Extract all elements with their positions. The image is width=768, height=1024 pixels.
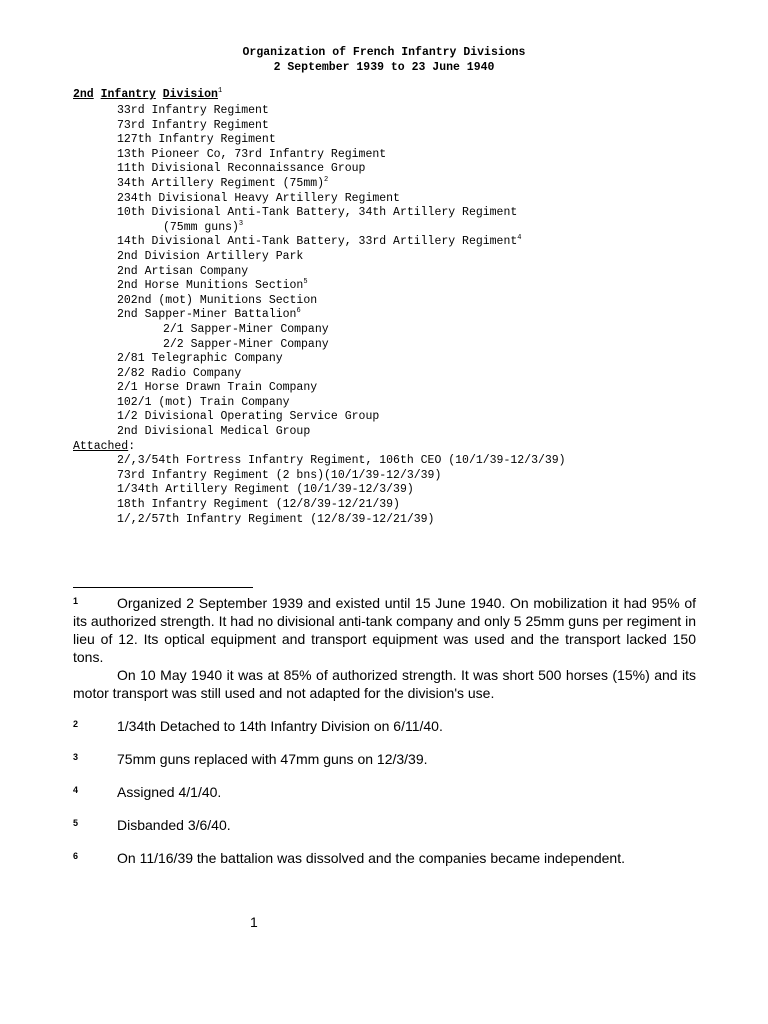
footnote-ref: 4	[517, 234, 522, 243]
unit-row-text: 2nd Division Artillery Park	[117, 249, 304, 263]
attached-unit-row-text: 1/,2/57th Infantry Regiment (12/8/39-12/21/39)	[117, 512, 435, 526]
attached-unit-row	[0, 454, 768, 469]
unit-row	[0, 294, 768, 309]
unit-row-text: 234th Divisional Heavy Artillery Regiment	[117, 191, 400, 205]
footnote	[73, 594, 696, 702]
unit-row-text: 2nd Divisional Medical Group	[117, 425, 311, 439]
footnote	[73, 783, 696, 801]
unit-row-text: 102/1 (mot) Train Company	[117, 395, 290, 409]
unit-row-text: (75mm guns)	[163, 220, 239, 234]
division-heading-word: Division	[162, 88, 218, 101]
unit-row	[0, 162, 768, 177]
footnote-number: 3	[73, 752, 79, 762]
unit-row	[0, 381, 768, 396]
footnote-ref: 2	[324, 175, 329, 184]
unit-row-text: 2/81 Telegraphic Company	[117, 352, 283, 366]
unit-row-text: 1/2 Divisional Operating Service Group	[117, 410, 380, 424]
unit-row-text: 73rd Infantry Regiment	[117, 118, 269, 132]
document-title: Organization of French Infantry Divisions	[242, 46, 526, 59]
unit-row	[0, 192, 768, 207]
unit-row-text: 34th Artillery Regiment (75mm)	[117, 176, 325, 190]
footnote-text: 75mm guns replaced with 47mm guns on 12/3/39.	[117, 751, 428, 767]
attached-unit-row-text: 73rd Infantry Regiment (2 bns)(10/1/39-12/3/39)	[117, 468, 442, 482]
footnote-text: 1/34th Detached to 14th Infantry Division on 6/11/40.	[117, 718, 443, 734]
document-header	[0, 45, 768, 75]
footnotes	[73, 594, 696, 867]
unit-row-text: 14th Divisional Anti-Tank Battery, 33rd Artillery Regiment	[117, 235, 518, 249]
footnote	[73, 816, 696, 834]
unit-row	[0, 119, 768, 134]
unit-row	[0, 133, 768, 148]
attached-unit-row-text: 1/34th Artillery Regiment (10/1/39-12/3/39)	[117, 483, 414, 497]
unit-row	[0, 323, 768, 338]
footnote-number: 5	[73, 818, 79, 828]
division-heading	[73, 88, 222, 102]
unit-row	[0, 338, 768, 353]
unit-row	[0, 367, 768, 382]
footnote-ref: 3	[238, 219, 244, 228]
unit-row	[0, 396, 768, 411]
unit-row-text: 33rd Infantry Regiment	[117, 104, 269, 117]
footnote	[73, 717, 696, 735]
footnote-text: Disbanded 3/6/40.	[117, 817, 231, 833]
unit-row-text: 2/1 Horse Drawn Train Company	[117, 381, 318, 395]
unit-row-text: 13th Pioneer Co, 73rd Infantry Regiment	[117, 147, 387, 161]
attached-unit-row	[0, 469, 768, 484]
attached-unit-row-text: 2/,3/54th Fortress Infantry Regiment, 106th CEO (10/1/39-12/3/39)	[117, 454, 566, 468]
attached-unit-row-text: 18th Infantry Regiment (12/8/39-12/21/39)	[117, 498, 400, 512]
unit-row	[0, 308, 768, 323]
unit-row-text: 202nd (mot) Munitions Section	[117, 293, 318, 307]
division-heading-word: 2nd	[73, 88, 94, 101]
footnote-text: On 11/16/39 the battalion was dissolved and the companies became independent.	[117, 850, 625, 866]
unit-row-text: 2nd Horse Munitions Section	[117, 279, 304, 293]
unit-row-text: 127th Infantry Regiment	[117, 133, 276, 147]
footnote-ref: 5	[303, 278, 308, 287]
division-heading-word: Infantry	[100, 88, 156, 101]
unit-list	[0, 104, 768, 527]
page-number: 1	[250, 914, 258, 930]
footnote-number: 4	[73, 785, 79, 795]
footnote-number: 2	[73, 719, 79, 729]
footnote-ref: 1	[217, 87, 223, 95]
attached-label: Attached	[73, 439, 129, 453]
footnote-ref: 6	[296, 307, 301, 316]
document-date-range: 2 September 1939 to 23 June 1940	[273, 61, 495, 74]
unit-row	[0, 206, 768, 221]
footnote-number: 1	[73, 596, 79, 606]
footnote-text: Assigned 4/1/40.	[117, 784, 222, 800]
unit-row	[0, 221, 768, 236]
unit-row	[0, 265, 768, 280]
unit-row-text: 10th Divisional Anti-Tank Battery, 34th Artillery Regiment	[117, 206, 518, 220]
unit-row-text: 2nd Sapper-Miner Battalion	[117, 308, 297, 322]
unit-row	[0, 177, 768, 192]
footnote	[73, 849, 696, 867]
unit-row	[0, 410, 768, 425]
footnote-separator	[73, 587, 253, 588]
unit-row	[0, 352, 768, 367]
unit-row	[0, 250, 768, 265]
unit-row	[0, 148, 768, 163]
footnote	[73, 750, 696, 768]
unit-row	[0, 279, 768, 294]
unit-row-text: 2/1 Sapper-Miner Company	[163, 322, 329, 336]
attached-unit-row	[0, 513, 768, 528]
unit-row	[0, 425, 768, 440]
unit-row	[0, 104, 768, 119]
unit-row-text: 2/82 Radio Company	[117, 366, 242, 380]
unit-row-text: 2/2 Sapper-Miner Company	[163, 337, 329, 351]
unit-row-text: 2nd Artisan Company	[117, 264, 249, 278]
footnote-text: On 10 May 1940 it was at 85% of authorized strength. It was short 500 horses (15%) and its motor transport was still used and not adapted for the division's use.	[73, 667, 696, 701]
attached-heading	[0, 440, 768, 455]
unit-row-text: 11th Divisional Reconnaissance Group	[117, 162, 366, 176]
attached-unit-row	[0, 498, 768, 513]
attached-colon: :	[128, 439, 136, 453]
unit-row	[0, 235, 768, 250]
footnote-text: Organized 2 September 1939 and existed until 15 June 1940. On mobilization it had 95% of its authorized strength. It had no divisional anti-tank company and only 5 25mm guns per regiment in lieu of 12. Its optical equipment and transport equipment was used and the transport lacked 150 tons.	[73, 595, 696, 665]
attached-unit-row	[0, 483, 768, 498]
footnote-number: 6	[73, 851, 79, 861]
